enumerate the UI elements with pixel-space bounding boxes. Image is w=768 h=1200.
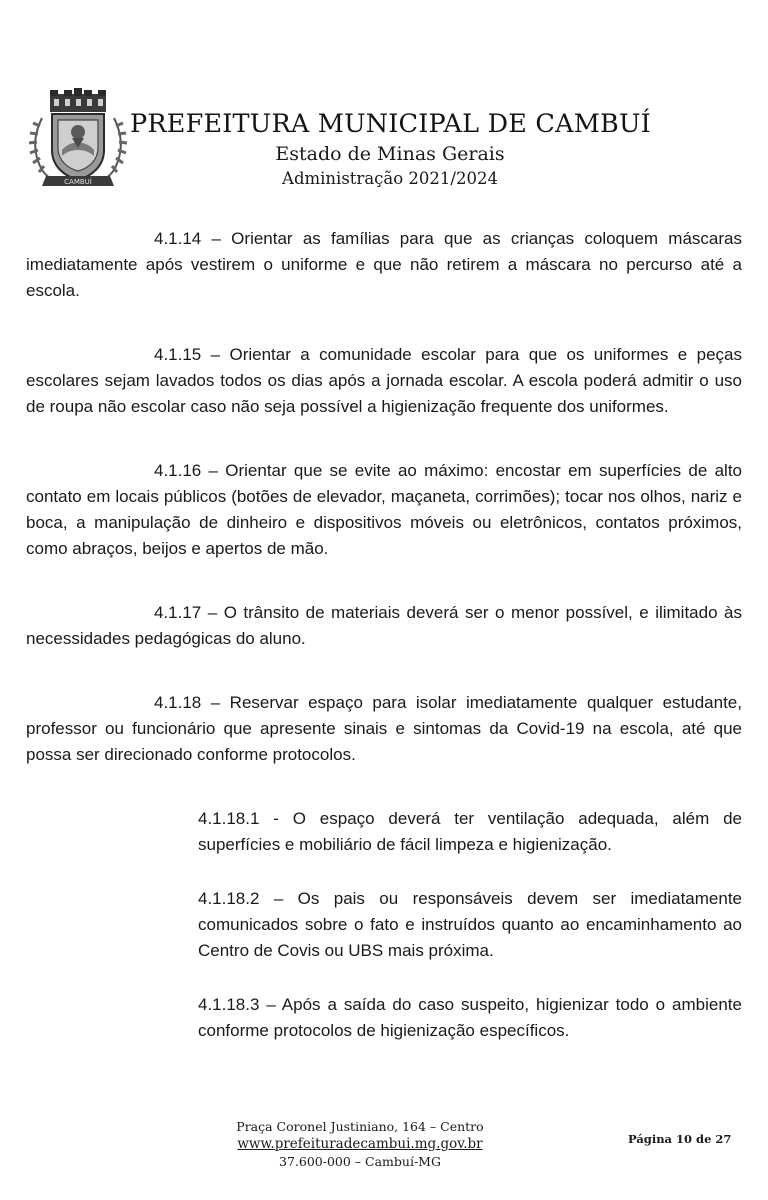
municipal-coat-of-arms-icon bbox=[28, 88, 128, 190]
section-number: 4.1.18 bbox=[154, 693, 202, 712]
section-4-1-17 bbox=[26, 600, 742, 652]
footer-postal-code: 37.600-000 – Cambuí-MG bbox=[279, 1154, 441, 1169]
subsection-number: 4.1.18.3 bbox=[198, 995, 260, 1014]
subsection-text: – Os pais ou responsáveis devem ser imediatamente comunicados sobre o fato e instruídos quanto ao encaminhamento ao Centro de Covis ou UBS mais próxima. bbox=[198, 889, 742, 960]
subsection-text: - O espaço deverá ter ventilação adequada, além de superfícies e mobiliário de fácil limpeza e higienização. bbox=[198, 809, 742, 854]
crest-ribbon-label: CAMBUÍ bbox=[64, 178, 92, 186]
letterhead bbox=[0, 0, 768, 200]
section-number: 4.1.15 bbox=[154, 345, 202, 364]
administration-period: Administração 2021/2024 bbox=[282, 169, 498, 188]
page-footer bbox=[0, 1118, 768, 1198]
section-number: 4.1.14 bbox=[154, 229, 202, 248]
subsection-text: – Após a saída do caso suspeito, higienizar todo o ambiente conforme protocolos de higienização específicos. bbox=[198, 995, 742, 1040]
section-text: – O trânsito de materiais deverá ser o menor possível, e ilimitado às necessidades pedagógicas do aluno. bbox=[26, 603, 742, 648]
section-4-1-18-2 bbox=[198, 886, 742, 964]
section-text: – Orientar a comunidade escolar para que os uniformes e peças escolares sejam lavados todos os dias após a jornada escolar. A escola poderá admitir o uso de roupa não escolar caso não seja possível a higienização frequente dos uniformes. bbox=[26, 345, 742, 416]
section-4-1-18 bbox=[26, 690, 742, 768]
state-name: Estado de Minas Gerais bbox=[275, 143, 505, 165]
section-4-1-18-3 bbox=[198, 992, 742, 1044]
section-4-1-14 bbox=[26, 226, 742, 304]
section-number: 4.1.16 bbox=[154, 461, 202, 480]
section-4-1-15 bbox=[26, 342, 742, 420]
footer-address: Praça Coronel Justiniano, 164 – Centro bbox=[236, 1119, 484, 1134]
subsection-number: 4.1.18.2 bbox=[198, 889, 260, 908]
footer-contact bbox=[200, 1118, 520, 1170]
document-body bbox=[26, 226, 742, 1072]
section-4-1-16 bbox=[26, 458, 742, 562]
section-4-1-18-1 bbox=[198, 806, 742, 858]
footer-website-link[interactable]: www.prefeituradecambui.mg.gov.br bbox=[237, 1136, 483, 1152]
section-number: 4.1.17 bbox=[154, 603, 202, 622]
section-text: – Orientar as famílias para que as crianças coloquem máscaras imediatamente após vestirem o uniforme e que não retirem a máscara no percurso até a escola. bbox=[26, 229, 742, 300]
letterhead-text bbox=[130, 108, 650, 190]
section-text: – Orientar que se evite ao máximo: encostar em superfícies de alto contato em locais públicos (botões de elevador, maçaneta, corrimões); tocar nos olhos, nariz e boca, a manipulação de dinheiro e dispositivos móveis ou eletrônicos, contatos próximos, como abraços, beijos e apertos de mão. bbox=[26, 461, 742, 558]
section-text: – Reservar espaço para isolar imediatamente qualquer estudante, professor ou funcionário que apresente sinais e sintomas da Covid-19 na escola, até que possa ser direcionado conforme protocolos. bbox=[26, 693, 742, 764]
organization-name: PREFEITURA MUNICIPAL DE CAMBUÍ bbox=[130, 109, 651, 139]
page-number: Página 10 de 27 bbox=[628, 1132, 732, 1146]
subsection-number: 4.1.18.1 bbox=[198, 809, 260, 828]
